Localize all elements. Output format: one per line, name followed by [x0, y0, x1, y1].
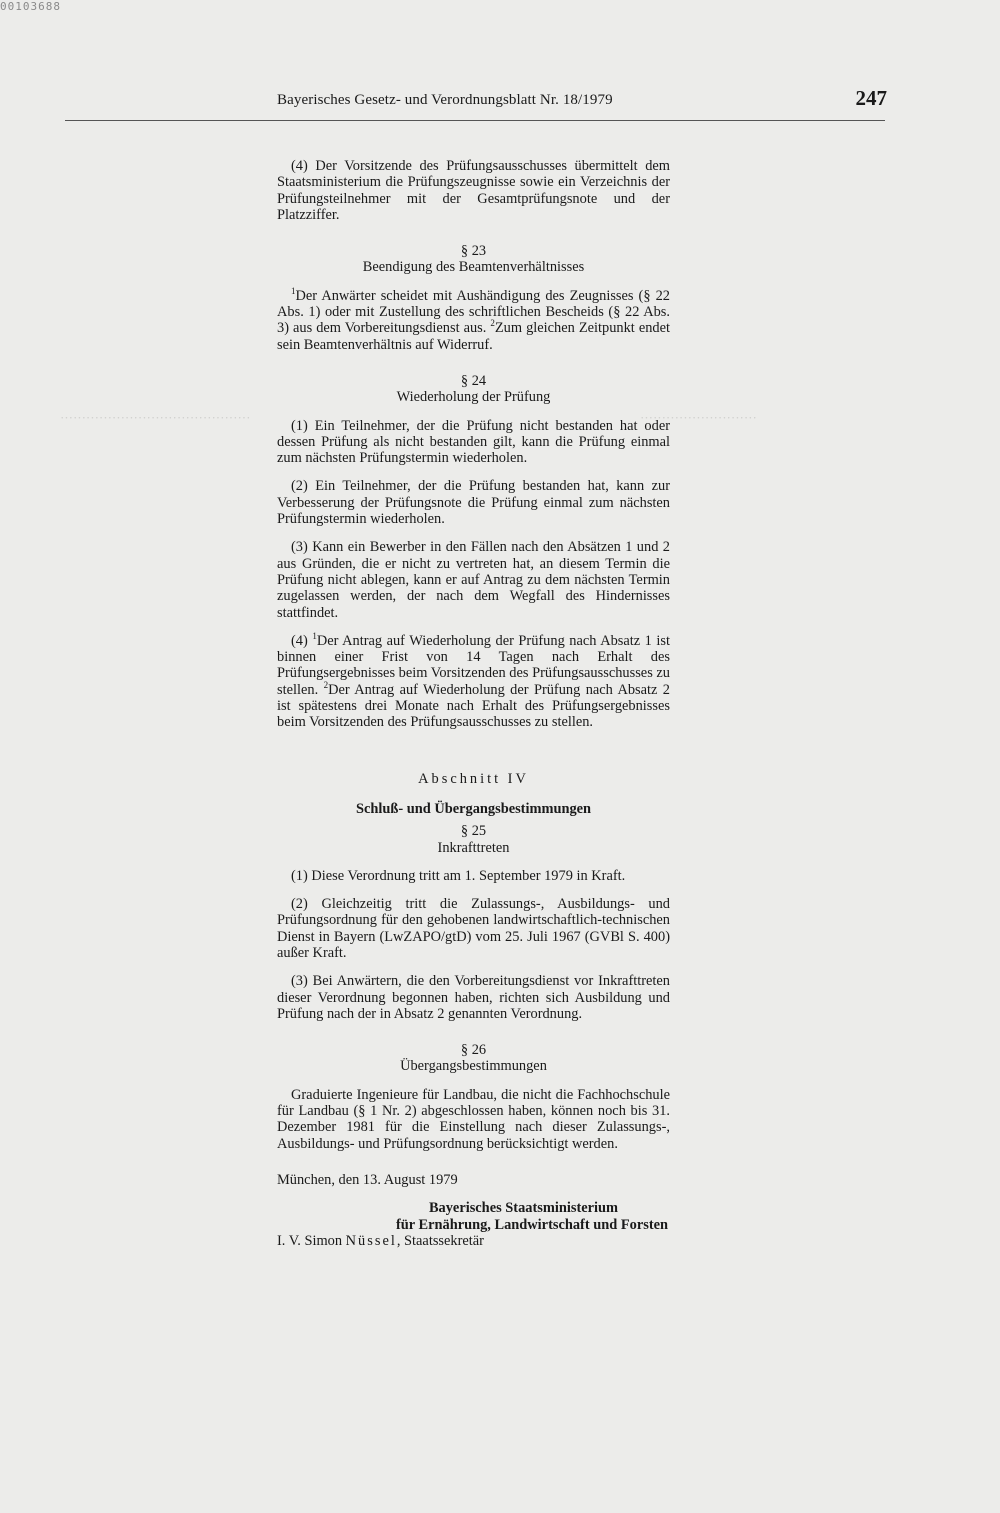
- section-26-text: Graduierte Ingenieure für Landbau, die nicht die Fachhochschule für Landbau (§ 1 Nr. 2) abgeschlossen haben, können noch bis 31. Dezember 1981 für die Einstellung nach dieser Zulassungs-, Ausbildungs- und Prüfungsordnung berücksichtigt werden.: [277, 1086, 670, 1152]
- section-23-title: Beendigung des Beamtenverhältnisses: [362, 259, 585, 276]
- sentence-marker: 2: [490, 318, 495, 329]
- section-23-sentence-1: Der Anwärter scheidet mit Aushändigung des Zeugnisses (§ 22 Abs. 1) oder mit Zustellung des schriftlichen Bescheids (§ 22 Abs. 3) aus dem Vorbereitungsdienst aus.: [277, 287, 670, 337]
- section-23-sentence-2: Zum gleichen Zeitpunkt endet sein Beamtenverhältnis auf Widerruf.: [277, 320, 670, 353]
- paragraph-number: (4): [291, 632, 313, 649]
- section-24-paragraph-2: (2) Ein Teilnehmer, der die Prüfung bestanden hat, kann zur Verbesserung der Prüfungsnote die Prüfung einmal zum nächsten Prüfungstermin wiederholen.: [277, 478, 670, 528]
- sentence-marker: 2: [323, 679, 329, 690]
- place-and-date: München, den 13. August 1979: [277, 1171, 458, 1188]
- section-24-paragraph-1: (1) Ein Teilnehmer, der die Prüfung nicht bestanden hat oder dessen Prüfung als nicht bestanden gilt, kann die Prüfung einmal zum nächsten Prüfungstermin wiederholen.: [277, 417, 670, 467]
- sentence-marker: 1: [312, 631, 317, 642]
- sentence-marker: 1: [291, 285, 296, 296]
- page-number: 247: [855, 86, 887, 110]
- paragraph-22-4: (4) Der Vorsitzende des Prüfungsausschusses übermittelt dem Staatsministerium die Prüfungszeugnisse sowie ein Verzeichnis der Prüfungsteilnehmer mit der Gesamtprüfungsnote und der Platzziffer.: [277, 158, 670, 223]
- section-23-number: § 23: [460, 243, 487, 260]
- text-column: [277, 158, 670, 1249]
- bleed-through-decoration: ···························: [640, 410, 757, 425]
- section-25-paragraph-2: (2) Gleichzeitig tritt die Zulassungs-, Ausbildungs- und Prüfungsordnung für den gehobenen landwirtschaftlich-technischen Dienst in Bayern (LwZAPO/gtD) vom 25. Juli 1967 (GVBl S. 400) außer Kraft.: [277, 896, 670, 961]
- section-24-number: § 24: [460, 372, 487, 389]
- abschnitt-heading: Abschnitt IV: [418, 770, 529, 787]
- scan-stamp: 00103688: [0, 0, 61, 13]
- page-header: [275, 86, 887, 120]
- section-25-paragraph-3: (3) Bei Anwärtern, die den Vorbereitungsdienst vor Inkrafttreten dieser Verordnung begonnen haben, richten sich Ausbildung und Prüfung nach der in Absatz 2 genannten Verordnung.: [277, 973, 670, 1022]
- section-24-paragraph-4: [277, 633, 670, 731]
- section-24-paragraph-3: (3) Kann ein Bewerber in den Fällen nach den Absätzen 1 und 2 aus Gründen, die er nicht zu vertreten hat, an diesem Termin die Prüfung nicht ablegen, kann er auf Antrag zu dem nächsten Termin zugelassen werden, der nach dem Wegfall des Hindernisses stattfindet.: [277, 539, 670, 621]
- section-24-4-sentence-1: Der Antrag auf Wiederholung der Prüfung nach Absatz 1 ist binnen einer Frist von 14 Tagen nach Erhalt des Prüfungsergebnisses beim Vorsitzenden des Prüfungsausschusses zu stellen.: [277, 632, 670, 698]
- signature-ministry: Bayerisches Staatsministerium: [428, 1200, 618, 1217]
- signature-signatory: [277, 1233, 668, 1249]
- signatory-prefix: I. V. Simon: [277, 1232, 346, 1249]
- section-24-4-sentence-2: Der Antrag auf Wiederholung der Prüfung nach Absatz 2 ist spätestens drei Monate nach Erhalt des Prüfungsergebnisses beim Vorsitzenden des Prüfungsausschusses zu stellen.: [277, 681, 670, 731]
- section-25-number: § 25: [460, 823, 487, 840]
- signature-block: [277, 1200, 670, 1249]
- section-25-title: Inkrafttreten: [437, 839, 510, 856]
- signatory-name: Nüssel: [345, 1232, 397, 1249]
- bleed-through-decoration: ············································: [60, 410, 251, 425]
- signatory-title: , Staatssekretär: [396, 1232, 484, 1249]
- signature-ministry-department: für Ernährung, Landwirtschaft und Forsten: [396, 1216, 668, 1233]
- header-title: Bayerisches Gesetz- und Verordnungsblatt Nr. 18/1979: [277, 92, 613, 108]
- section-26-title: Übergangsbestimmungen: [400, 1058, 547, 1075]
- abschnitt-title: Schluß- und Übergangsbestimmungen: [355, 800, 592, 817]
- section-25-paragraph-1: (1) Diese Verordnung tritt am 1. September 1979 in Kraft.: [291, 867, 626, 884]
- section-26-number: § 26: [460, 1042, 487, 1059]
- section-24-title: Wiederholung der Prüfung: [396, 389, 551, 406]
- section-23-text: [277, 285, 670, 353]
- header-rule: [65, 120, 885, 121]
